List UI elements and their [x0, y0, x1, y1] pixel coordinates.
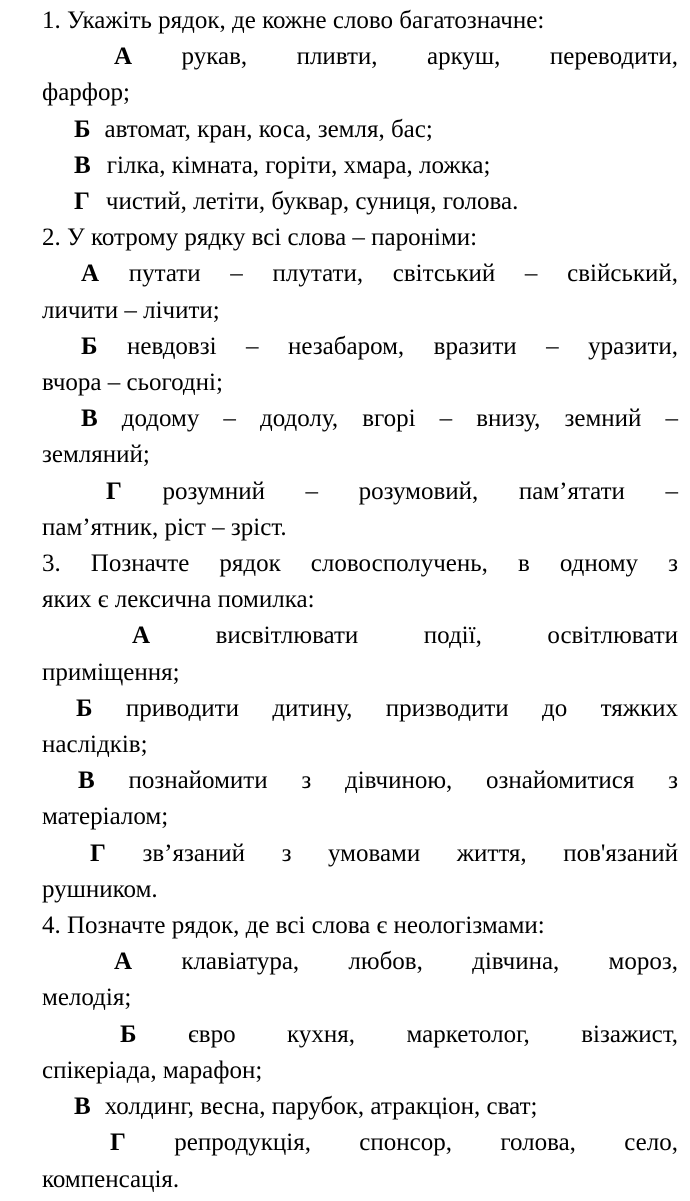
option-letter: А [132, 622, 151, 650]
option-text: холдинг, весна, парубок, атракціон, сват; [104, 1093, 538, 1121]
option-letter: Г [74, 188, 90, 216]
question-title: 4. Позначте рядок, де всі слова є неологізмами: [42, 912, 545, 940]
option-letter: В [78, 767, 95, 795]
option-continuation: наслідків; [42, 731, 148, 759]
option-letter: А [114, 43, 133, 71]
option-letter: В [74, 151, 91, 179]
option-line [42, 836, 678, 872]
option-continuation: компенсація. [42, 1165, 180, 1193]
option-line [42, 329, 678, 365]
option-letter: Б [74, 115, 91, 143]
option-continuation: мелодія; [42, 984, 132, 1012]
option-continuation: личити – лічити; [42, 296, 220, 324]
option-line [42, 1089, 678, 1125]
option-continuation: земляний; [42, 441, 150, 469]
option-line [42, 39, 678, 75]
option-text: висвітлювати події, освітлювати [215, 622, 678, 650]
option-continuation: фарфор; [42, 79, 130, 107]
option-text: чистий, летіти, буквар, суниця, голова. [105, 188, 519, 216]
option-text: розумний – розумовий, пам’ятати – [162, 477, 678, 505]
option-text: рукав, пливти, аркуш, переводити, [181, 43, 678, 71]
option-line [42, 763, 678, 799]
question-title: 1. Укажіть рядок, де кожне слово багатозначне: [42, 7, 545, 34]
option-continuation: матеріалом; [42, 803, 169, 831]
option-letter: Б [120, 1020, 137, 1048]
option-text: путати – плутати, світський – свійський, [128, 260, 678, 288]
option-line [42, 1125, 678, 1161]
question-title-continuation: яких є лексична помилка: [42, 586, 315, 614]
option-line [42, 184, 678, 220]
option-line [42, 1017, 678, 1053]
option-text: клавіатура, любов, дівчина, мороз, [181, 948, 678, 976]
option-text: невдовзі – незабаром, вразити – уразити, [127, 332, 679, 360]
option-continuation: приміщення; [42, 658, 180, 686]
option-line [42, 691, 678, 727]
option-line [42, 401, 678, 437]
option-text: автомат, кран, коса, земля, бас; [104, 115, 433, 143]
option-text: репродукція, спонсор, голова, село, [174, 1129, 678, 1157]
option-continuation: пам’ятник, ріст – зріст. [42, 513, 287, 541]
option-letter: Г [110, 1129, 126, 1157]
option-letter: Б [76, 694, 93, 722]
option-letter: В [81, 405, 98, 433]
option-continuation: рушником. [42, 875, 158, 903]
option-letter: Б [81, 332, 98, 360]
option-line [42, 148, 678, 184]
question-title: 2. У котрому рядку всі слова – пароніми: [42, 224, 478, 252]
option-text: гілка, кімната, горіти, хмара, ложка; [106, 151, 491, 179]
option-continuation: вчора – сьогодні; [42, 369, 223, 397]
option-letter: В [74, 1093, 91, 1121]
option-continuation: спікеріада, марафон; [42, 1056, 263, 1084]
option-text: познайомити з дівчиною, ознайомитися з [128, 767, 679, 795]
option-text: додому – додолу, вгорі – внизу, земний – [121, 405, 679, 433]
option-letter: Г [90, 839, 106, 867]
question-title: 3. Позначте рядок словосполучень, в одному з [42, 550, 678, 578]
option-line [42, 112, 678, 148]
option-letter: А [114, 948, 133, 976]
quiz-document [42, 3, 678, 1198]
option-text: євро кухня, маркетолог, візажист, [188, 1020, 679, 1048]
option-text: приводити дитину, призводити до тяжких [125, 694, 678, 722]
option-line [42, 944, 678, 980]
option-line [42, 474, 678, 510]
option-letter: Г [106, 477, 122, 505]
option-line [42, 256, 678, 292]
option-letter: А [81, 260, 100, 288]
option-line [42, 618, 678, 654]
option-text: зв’язаний з умовами життя, пов'язаний [142, 839, 679, 867]
